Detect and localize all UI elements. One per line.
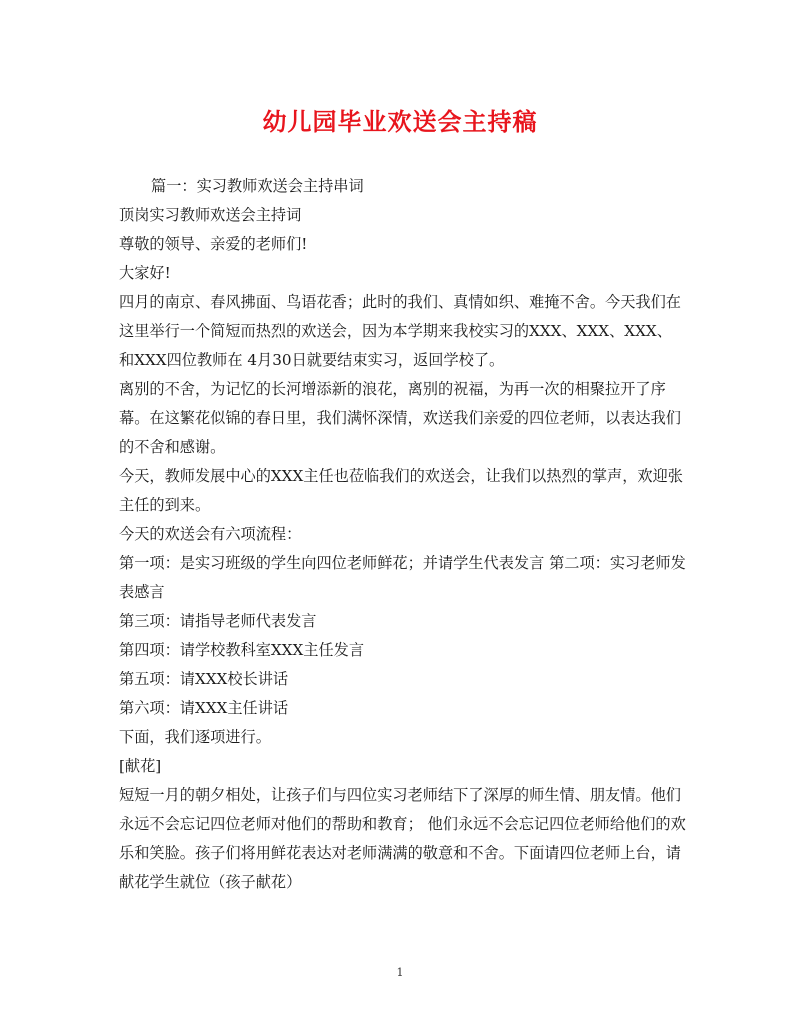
paragraph: [献花] (119, 757, 162, 775)
paragraph: 下面，我们逐项进行。 (119, 728, 271, 746)
section-heading: 篇一：实习教师欢送会主持串词 (151, 177, 364, 195)
document-body (119, 172, 687, 897)
paragraph: 第四项：请学校教科室XXX主任发言 (119, 641, 365, 659)
paragraph: 大家好! (119, 264, 171, 282)
paragraph: 尊敬的领导、亲爱的老师们! (119, 235, 308, 253)
paragraph: 第六项：请XXX主任讲话 (119, 699, 289, 717)
paragraph: 今天的欢送会有六项流程： (119, 525, 302, 543)
paragraph: 顶岗实习教师欢送会主持词 (119, 206, 302, 224)
paragraph: 短短一月的朝夕相处，让孩子们与四位实习老师结下了深厚的师生情、朋友情。他们永远不会忘记四位老师对他们的帮助和教育； 他们永远不会忘记四位老师给他们的欢乐和笑脸。孩子们将用鲜花表达对老师满满的敬意和不舍。下面请四位老师上台，请献花学生就位（孩子献花） (119, 786, 686, 891)
paragraph: 第三项：请指导老师代表发言 (119, 612, 317, 630)
paragraph: 离别的不舍，为记忆的长河增添新的浪花，离别的祝福，为再一次的相聚拉开了序幕。在这繁花似锦的春日里，我们满怀深情，欢送我们亲爱的四位老师，以表达我们的不舍和感谢。 (119, 380, 681, 456)
paragraph: 四月的南京、春风拂面、鸟语花香；此时的我们、真情如织、难掩不舍。今天我们在这里举行一个简短而热烈的欢送会，因为本学期来我校实习的XXX、XXX、XXX、和XXX四位教师在 4月30日就要结束实习，返回学校了。 (119, 293, 681, 369)
paragraph: 今天，教师发展中心的XXX主任也莅临我们的欢送会，让我们以热烈的掌声，欢迎张主任的到来。 (119, 467, 683, 514)
paragraph: 第五项：请XXX校长讲话 (119, 670, 289, 688)
page-number: 1 (396, 966, 404, 979)
document-title: 幼儿园毕业欢送会主持稿 (262, 107, 538, 136)
paragraph: 第一项：是实习班级的学生向四位老师鲜花；并请学生代表发言 第二项：实习老师发表感言 (119, 554, 686, 601)
